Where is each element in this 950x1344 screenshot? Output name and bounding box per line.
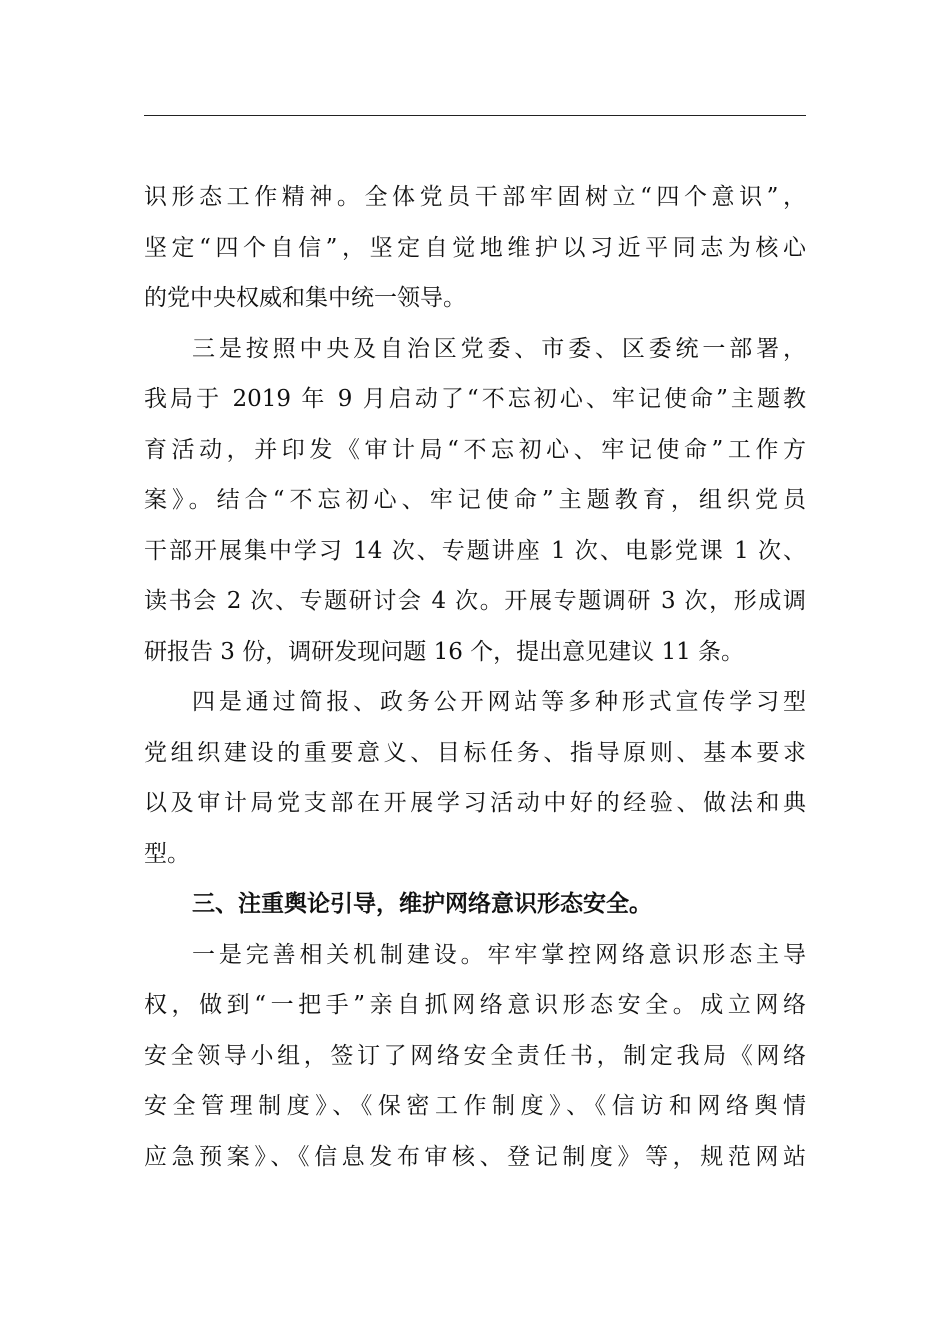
text-line: 应急预案》、《信息发布审核、登记制度》等，规范网站 <box>144 1143 806 1170</box>
text-line: 读书会 2 次、专题研讨会 4 次。开展专题调研 3 次，形成调 <box>144 588 806 614</box>
text-line: 型。 <box>144 840 190 867</box>
text-line: 安全管理制度》、《保密工作制度》、《信访和网络舆情 <box>144 1093 806 1119</box>
paragraph-start-line: 四是通过简报、政务公开网站等多种形式宣传学习型 <box>192 689 806 715</box>
text-line: 识形态工作精神。全体党员干部牢固树立“四个意识”， <box>144 184 806 210</box>
text-line: 我局于 2019 年 9 月启动了“不忘初心、牢记使命”主题教 <box>144 386 806 412</box>
text-line: 党组织建设的重要意义、目标任务、指导原则、基本要求 <box>144 739 806 766</box>
paragraph-start-line: 一是完善相关机制建设。牢牢掌控网络意识形态主导 <box>192 941 806 968</box>
header-rule <box>144 115 806 116</box>
text-line: 的党中央权威和集中统一领导。 <box>144 285 466 311</box>
text-line: 干部开展集中学习 14 次、专题讲座 1 次、电影党课 1 次、 <box>144 537 806 564</box>
text-line: 权，做到“一把手”亲自抓网络意识形态安全。成立网络 <box>144 992 806 1018</box>
text-line: 安全领导小组，签订了网络安全责任书，制定我局《网络 <box>144 1042 806 1069</box>
text-line: 以及审计局党支部在开展学习活动中好的经验、做法和典 <box>144 790 806 816</box>
text-line: 案》。结合“不忘初心、牢记使命”主题教育，组织党员 <box>144 487 806 513</box>
body-text <box>144 172 806 1182</box>
text-line: 坚定“四个自信”，坚定自觉地维护以习近平同志为核心 <box>144 234 806 261</box>
text-line: 研报告 3 份，调研发现问题 16 个，提出意见建议 11 条。 <box>144 638 745 665</box>
paragraph-start-line: 三是按照中央及自治区党委、市委、区委统一部署， <box>192 335 806 362</box>
text-line: 育活动，并印发《审计局“不忘初心、牢记使命”工作方 <box>144 436 806 463</box>
section-heading: 三、注重舆论引导，维护网络意识形态安全。 <box>192 890 652 917</box>
